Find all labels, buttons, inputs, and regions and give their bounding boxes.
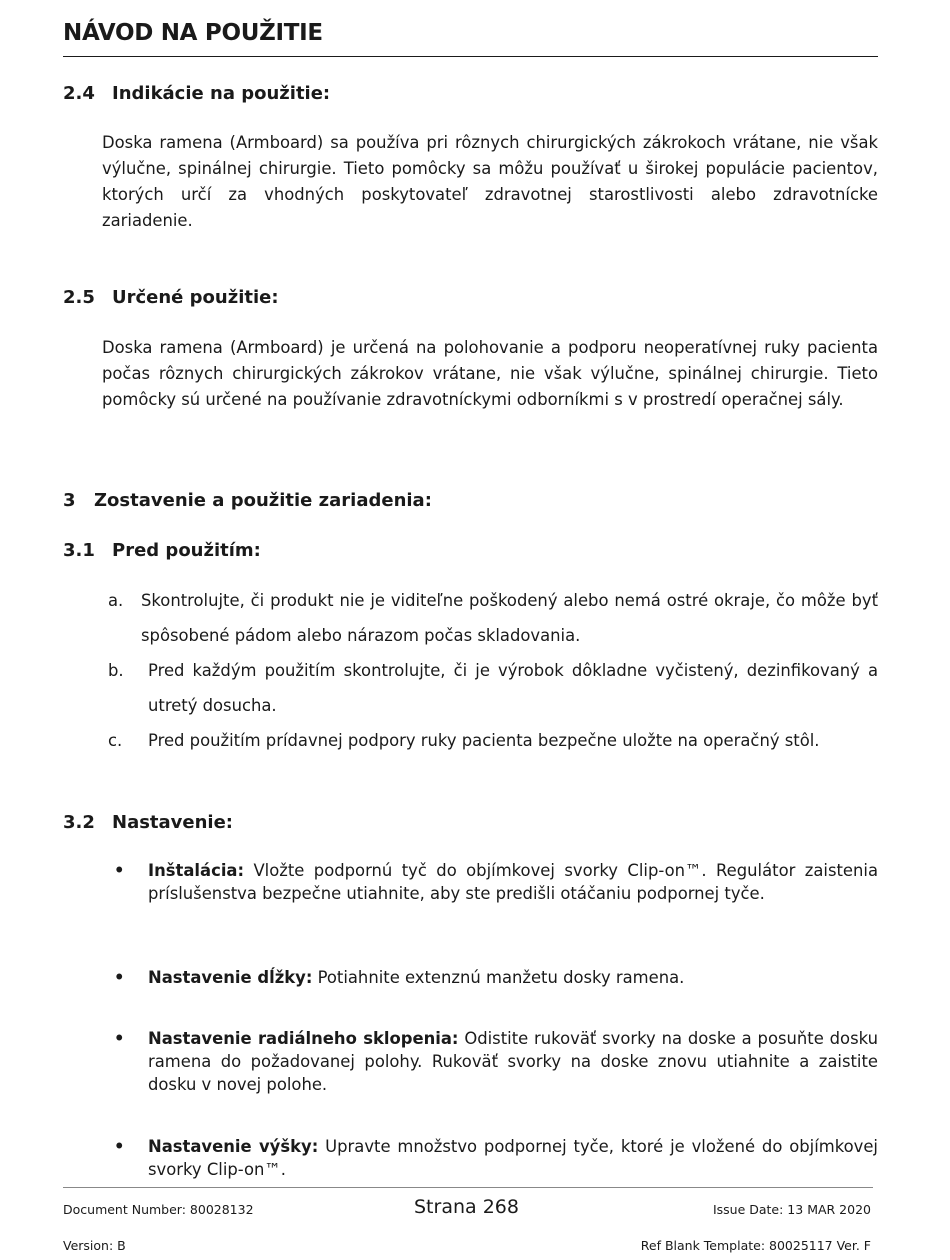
bullet-item-height: [114, 1135, 878, 1181]
section-title: Indikácie na použitie:: [112, 83, 331, 104]
section-3-1-heading: [63, 540, 261, 561]
section-number: 2.5: [63, 287, 95, 308]
section-number: 2.4: [63, 83, 95, 104]
list-item: [108, 723, 878, 758]
bullet-label: Nastavenie radiálneho sklopenia:: [148, 1029, 459, 1048]
bullet-item-radial-tilt: [114, 1027, 878, 1096]
section-number: 3.2: [63, 812, 95, 833]
list-item-text: Skontrolujte, či produkt nie je viditeľne poškodený alebo nemá ostré okraje, čo môže byť spôsobené pádom alebo nárazom počas skladovania.: [141, 591, 878, 645]
footer-version: Version: B: [63, 1238, 126, 1253]
bullet-text: Potiahnite extenznú manžetu dosky ramena.: [312, 968, 685, 987]
bullet-label: Nastavenie dĺžky:: [148, 968, 313, 987]
title-divider: [63, 56, 878, 57]
footer-template: Ref Blank Template: 80025117 Ver. F: [640, 1238, 871, 1253]
section-2-5-text: Doska ramena (Armboard) je určená na polohovanie a podporu neoperatívnej ruky pacienta počas rôznych chirurgických zákrokov vrátane, nie však výlučne, spinálnej chirurgie. Tieto pomôcky sú určené na používanie zdravotníckymi odborníkmi s v prostredí operačnej sály.: [102, 338, 878, 409]
bullet-text: Vložte podpornú tyč do objímkovej svorky Clip-on™. Regulátor zaistenia príslušenstva bezpečne utiahnite, aby ste predišli otáčaniu podpornej tyče.: [148, 861, 878, 903]
section-2-5-heading: [63, 287, 279, 308]
section-title: Zostavenie a použitie zariadenia:: [94, 490, 432, 511]
list-marker: a.: [108, 591, 124, 610]
footer-divider: [63, 1187, 873, 1188]
bullet-icon: •: [114, 1137, 125, 1156]
section-title: Nastavenie:: [112, 812, 234, 833]
bullet-text: Upravte množstvo podpornej tyče, ktoré je vložené do objímkovej svorky Clip-on™.: [148, 1137, 878, 1179]
bullet-label: Nastavenie výšky:: [148, 1137, 319, 1156]
page-title: NÁVOD NA POUŽITIE: [63, 20, 323, 46]
bullet-item-installation: [114, 859, 878, 905]
footer-page-number: Strana 268: [414, 1196, 519, 1218]
bullet-icon: •: [114, 861, 125, 880]
section-2-4-text: Doska ramena (Armboard) sa používa pri rôznych chirurgických zákrokoch vrátane, nie však výlučne, spinálnej chirurgie. Tieto pomôcky sa môžu používať u širokej populácie pacientov, ktorých určí za vhodných poskytovateľ zdravotnej starostlivosti alebo zdravotnícke zariadenie.: [102, 133, 878, 230]
list-marker: c.: [108, 731, 123, 750]
bullet-label: Inštalácia:: [148, 861, 245, 880]
footer-document-number: Document Number: 80028132: [63, 1202, 254, 1217]
list-item-text: Pred použitím prídavnej podpory ruky pacienta bezpečne uložte na operačný stôl.: [148, 731, 820, 750]
section-number: 3.1: [63, 540, 95, 561]
bullet-item-length: [114, 966, 878, 989]
section-number: 3: [63, 490, 76, 511]
list-item-text: Pred každým použitím skontrolujte, či je výrobok dôkladne vyčistený, dezinfikovaný a utretý dosucha.: [148, 661, 878, 715]
section-3-2-heading: [63, 812, 233, 833]
list-marker: b.: [108, 661, 124, 680]
bullet-text: Odistite rukoväť svorky na doske a posuňte dosku ramena do požadovanej polohy. Rukoväť svorky na doske znovu utiahnite a zaistite dosku v novej polohe.: [148, 1029, 878, 1094]
bullet-icon: •: [114, 1029, 125, 1048]
footer-issue-date: Issue Date: 13 MAR 2020: [712, 1202, 871, 1217]
section-title: Pred použitím:: [112, 540, 261, 561]
list-item: [108, 583, 878, 653]
bullet-icon: •: [114, 968, 125, 987]
section-3-heading: [63, 490, 432, 511]
section-2-4-heading: [63, 83, 330, 104]
list-item: [108, 653, 878, 723]
section-title: Určené použitie:: [112, 287, 279, 308]
